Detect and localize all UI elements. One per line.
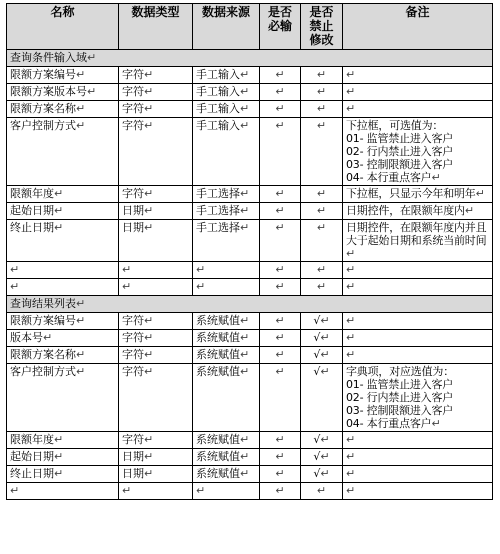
paragraph-mark-icon: ↵: [346, 331, 356, 344]
cell-readonly: [301, 84, 343, 101]
paragraph-mark-icon: ↵: [275, 314, 285, 327]
paragraph-mark-icon: ↵: [240, 85, 250, 98]
cell-required: [260, 101, 301, 118]
cell-type: 字符↵: [119, 330, 193, 347]
paragraph-mark-icon: ↵: [275, 221, 285, 234]
paragraph-mark-icon: ↵: [76, 348, 86, 361]
section-header-row: [7, 296, 493, 313]
paragraph-mark-icon: ↵: [54, 187, 64, 200]
paragraph-mark-icon: ↵: [144, 85, 154, 98]
header-type: 数据类型: [119, 4, 193, 50]
section-title: 查询结果列表↵: [7, 296, 493, 313]
paragraph-mark-icon: ↵: [320, 348, 330, 361]
paragraph-mark-icon: ↵: [346, 484, 356, 497]
paragraph-mark-icon: ↵: [54, 204, 64, 217]
cell-note: 字典项，对应选值为： 01- 监管禁止进入客户 02- 行内禁止进入客户 03- 控制限额进入客户 04- 本行重点客户↵: [343, 364, 493, 432]
paragraph-mark-icon: ↵: [144, 221, 154, 234]
table-row: [7, 67, 493, 84]
paragraph-mark-icon: ↵: [316, 102, 327, 115]
paragraph-mark-icon: ↵: [54, 467, 64, 480]
paragraph-mark-icon: ↵: [275, 467, 285, 480]
paragraph-mark-icon: ↵: [43, 331, 53, 344]
cell-note: [343, 466, 493, 483]
cell-readonly: [301, 279, 343, 296]
paragraph-mark-icon: ↵: [346, 433, 356, 446]
paragraph-mark-icon: ↵: [316, 484, 327, 497]
cell-source: [193, 262, 260, 279]
cell-readonly: [301, 220, 343, 262]
table-row: [7, 466, 493, 483]
cell-required: [260, 279, 301, 296]
section-title: 查询条件输入域↵: [7, 50, 493, 67]
cell-readonly: [301, 483, 343, 500]
paragraph-mark-icon: ↵: [346, 247, 356, 260]
cell-readonly: √↵: [301, 364, 343, 432]
paragraph-mark-icon: ↵: [144, 331, 154, 344]
cell-type: [119, 279, 193, 296]
cell-note: [343, 347, 493, 364]
cell-required: [260, 67, 301, 84]
paragraph-mark-icon: ↵: [275, 348, 285, 361]
cell-source: 系统赋值↵: [193, 364, 260, 432]
paragraph-mark-icon: ↵: [144, 348, 154, 361]
cell-note: [343, 330, 493, 347]
header-source: 数据来源: [193, 4, 260, 50]
paragraph-mark-icon: ↵: [316, 85, 327, 98]
paragraph-mark-icon: ↵: [10, 280, 20, 293]
paragraph-mark-icon: ↵: [144, 433, 154, 446]
cell-note: [343, 262, 493, 279]
cell-note: [343, 449, 493, 466]
paragraph-mark-icon: ↵: [346, 102, 356, 115]
table-row: [7, 220, 493, 262]
paragraph-mark-icon: ↵: [196, 263, 206, 276]
paragraph-mark-icon: ↵: [122, 484, 132, 497]
cell-name: 起始日期↵: [7, 203, 119, 220]
cell-name: 限额年度↵: [7, 432, 119, 449]
cell-note: 下拉框，可选值为： 01- 监管禁止进入客户 02- 行内禁止进入客户 03- 控制限额进入客户 04- 本行重点客户↵: [343, 118, 493, 186]
cell-name: 客户控制方式↵: [7, 364, 119, 432]
paragraph-mark-icon: ↵: [122, 280, 132, 293]
cell-name: 起始日期↵: [7, 449, 119, 466]
cell-name: 终止日期↵: [7, 220, 119, 262]
cell-readonly: [301, 203, 343, 220]
table-row: [7, 203, 493, 220]
table-row: [7, 483, 493, 500]
paragraph-mark-icon: ↵: [275, 450, 285, 463]
cell-note: 日期控件，在限额年度内↵: [343, 203, 493, 220]
paragraph-mark-icon: ↵: [240, 450, 250, 463]
table-row: [7, 432, 493, 449]
paragraph-mark-icon: ↵: [346, 467, 356, 480]
cell-required: [260, 313, 301, 330]
cell-name: 限额方案编号↵: [7, 67, 119, 84]
paragraph-mark-icon: ↵: [346, 314, 356, 327]
paragraph-mark-icon: ↵: [275, 85, 285, 98]
cell-readonly: [301, 118, 343, 186]
cell-readonly: [301, 101, 343, 118]
cell-source: 手工选择↵: [193, 186, 260, 203]
paragraph-mark-icon: ↵: [240, 187, 250, 200]
paragraph-mark-icon: ↵: [320, 365, 330, 378]
paragraph-mark-icon: ↵: [346, 68, 356, 81]
table-row: [7, 347, 493, 364]
cell-readonly: [301, 262, 343, 279]
cell-note: [343, 101, 493, 118]
cell-name: [7, 279, 119, 296]
paragraph-mark-icon: ↵: [316, 221, 327, 234]
paragraph-mark-icon: ↵: [316, 187, 327, 200]
table-row: [7, 118, 493, 186]
paragraph-mark-icon: ↵: [275, 263, 285, 276]
table-row: [7, 262, 493, 279]
cell-type: 字符↵: [119, 313, 193, 330]
paragraph-mark-icon: ↵: [320, 433, 330, 446]
cell-type: 字符↵: [119, 118, 193, 186]
paragraph-mark-icon: ↵: [144, 102, 154, 115]
paragraph-mark-icon: ↵: [316, 119, 327, 132]
cell-required: [260, 347, 301, 364]
paragraph-mark-icon: ↵: [240, 204, 250, 217]
paragraph-mark-icon: ↵: [54, 433, 64, 446]
paragraph-mark-icon: ↵: [346, 85, 356, 98]
cell-note: 日期控件，在限额年度内并且大于起始日期和系统当前时间↵: [343, 220, 493, 262]
field-spec-table: [6, 3, 493, 500]
paragraph-mark-icon: ↵: [240, 68, 250, 81]
cell-required: [260, 186, 301, 203]
paragraph-mark-icon: ↵: [76, 119, 86, 132]
cell-source: 系统赋值↵: [193, 449, 260, 466]
paragraph-mark-icon: ↵: [346, 348, 356, 361]
table-row: [7, 364, 493, 432]
cell-type: 字符↵: [119, 432, 193, 449]
paragraph-mark-icon: ↵: [144, 187, 154, 200]
paragraph-mark-icon: ↵: [275, 102, 285, 115]
cell-note: 下拉框，只显示今年和明年↵: [343, 186, 493, 203]
cell-type: [119, 262, 193, 279]
paragraph-mark-icon: ↵: [316, 204, 327, 217]
table-row: [7, 449, 493, 466]
paragraph-mark-icon: ↵: [144, 450, 154, 463]
paragraph-mark-icon: ↵: [54, 221, 64, 234]
paragraph-mark-icon: ↵: [346, 280, 356, 293]
cell-source: 手工选择↵: [193, 203, 260, 220]
cell-readonly: √↵: [301, 449, 343, 466]
paragraph-mark-icon: ↵: [10, 484, 20, 497]
paragraph-mark-icon: ↵: [275, 204, 285, 217]
cell-name: [7, 262, 119, 279]
cell-required: [260, 330, 301, 347]
paragraph-mark-icon: ↵: [475, 187, 485, 200]
paragraph-mark-icon: ↵: [275, 280, 285, 293]
cell-type: 字符↵: [119, 347, 193, 364]
cell-required: [260, 483, 301, 500]
cell-readonly: √↵: [301, 347, 343, 364]
paragraph-mark-icon: ↵: [240, 102, 250, 115]
cell-source: 系统赋值↵: [193, 466, 260, 483]
paragraph-mark-icon: ↵: [240, 467, 250, 480]
paragraph-mark-icon: ↵: [275, 119, 285, 132]
paragraph-mark-icon: ↵: [144, 314, 154, 327]
paragraph-mark-icon: ↵: [275, 331, 285, 344]
header-required: 是否 必输: [260, 4, 301, 50]
cell-note: [343, 432, 493, 449]
cell-note: [343, 483, 493, 500]
cell-required: [260, 220, 301, 262]
cell-required: [260, 432, 301, 449]
paragraph-mark-icon: ↵: [346, 450, 356, 463]
cell-type: [119, 483, 193, 500]
cell-readonly: [301, 67, 343, 84]
paragraph-mark-icon: ↵: [320, 450, 330, 463]
paragraph-mark-icon: ↵: [240, 331, 250, 344]
header-readonly: 是否 禁止 修改: [301, 4, 343, 50]
cell-type: 日期↵: [119, 449, 193, 466]
paragraph-mark-icon: ↵: [431, 417, 441, 430]
table-row: [7, 330, 493, 347]
cell-required: [260, 449, 301, 466]
paragraph-mark-icon: ↵: [316, 68, 327, 81]
paragraph-mark-icon: ↵: [76, 365, 86, 378]
paragraph-mark-icon: ↵: [316, 280, 327, 293]
paragraph-mark-icon: ↵: [346, 263, 356, 276]
cell-type: 日期↵: [119, 466, 193, 483]
paragraph-mark-icon: ↵: [316, 263, 327, 276]
cell-source: 手工输入↵: [193, 67, 260, 84]
paragraph-mark-icon: ↵: [196, 484, 206, 497]
cell-readonly: √↵: [301, 466, 343, 483]
paragraph-mark-icon: ↵: [144, 204, 154, 217]
paragraph-mark-icon: ↵: [196, 280, 206, 293]
paragraph-mark-icon: ↵: [87, 51, 97, 64]
paragraph-mark-icon: ↵: [320, 331, 330, 344]
cell-type: 日期↵: [119, 220, 193, 262]
paragraph-mark-icon: ↵: [144, 68, 154, 81]
cell-source: [193, 483, 260, 500]
cell-note: [343, 84, 493, 101]
cell-source: 系统赋值↵: [193, 330, 260, 347]
cell-name: 限额方案版本号↵: [7, 84, 119, 101]
paragraph-mark-icon: ↵: [76, 297, 86, 310]
cell-required: [260, 364, 301, 432]
header-row: [7, 4, 493, 50]
cell-name: 限额方案名称↵: [7, 101, 119, 118]
cell-note: [343, 67, 493, 84]
cell-name: 限额年度↵: [7, 186, 119, 203]
paragraph-mark-icon: ↵: [87, 85, 97, 98]
header-note: 备注: [343, 4, 493, 50]
paragraph-mark-icon: ↵: [275, 433, 285, 446]
cell-source: 手工输入↵: [193, 101, 260, 118]
cell-source: 系统赋值↵: [193, 313, 260, 330]
cell-type: 日期↵: [119, 203, 193, 220]
cell-name: [7, 483, 119, 500]
paragraph-mark-icon: ↵: [240, 221, 250, 234]
cell-type: 字符↵: [119, 364, 193, 432]
cell-readonly: √↵: [301, 313, 343, 330]
paragraph-mark-icon: ↵: [240, 433, 250, 446]
header-name: 名称: [7, 4, 119, 50]
table-row: [7, 186, 493, 203]
cell-source: [193, 279, 260, 296]
paragraph-mark-icon: ↵: [320, 467, 330, 480]
cell-required: [260, 466, 301, 483]
cell-type: 字符↵: [119, 186, 193, 203]
paragraph-mark-icon: ↵: [275, 484, 285, 497]
cell-name: 版本号↵: [7, 330, 119, 347]
paragraph-mark-icon: ↵: [144, 365, 154, 378]
paragraph-mark-icon: ↵: [144, 467, 154, 480]
paragraph-mark-icon: ↵: [320, 314, 330, 327]
section-header-row: [7, 50, 493, 67]
cell-source: 手工选择↵: [193, 220, 260, 262]
table-row: [7, 84, 493, 101]
cell-source: 系统赋值↵: [193, 432, 260, 449]
table-row: [7, 313, 493, 330]
paragraph-mark-icon: ↵: [275, 68, 285, 81]
cell-required: [260, 262, 301, 279]
cell-source: 系统赋值↵: [193, 347, 260, 364]
paragraph-mark-icon: ↵: [240, 365, 250, 378]
paragraph-mark-icon: ↵: [240, 314, 250, 327]
cell-type: 字符↵: [119, 101, 193, 118]
paragraph-mark-icon: ↵: [240, 119, 250, 132]
cell-name: 限额方案名称↵: [7, 347, 119, 364]
cell-readonly: √↵: [301, 432, 343, 449]
paragraph-mark-icon: ↵: [76, 68, 86, 81]
paragraph-mark-icon: ↵: [431, 171, 441, 184]
paragraph-mark-icon: ↵: [240, 348, 250, 361]
cell-required: [260, 118, 301, 186]
cell-type: 字符↵: [119, 67, 193, 84]
paragraph-mark-icon: ↵: [76, 314, 86, 327]
table-row: [7, 101, 493, 118]
cell-note: [343, 279, 493, 296]
cell-required: [260, 84, 301, 101]
cell-readonly: √↵: [301, 330, 343, 347]
paragraph-mark-icon: ↵: [54, 450, 64, 463]
cell-source: 手工输入↵: [193, 118, 260, 186]
cell-name: 客户控制方式↵: [7, 118, 119, 186]
paragraph-mark-icon: ↵: [144, 119, 154, 132]
paragraph-mark-icon: ↵: [122, 263, 132, 276]
table-row: [7, 279, 493, 296]
cell-required: [260, 203, 301, 220]
paragraph-mark-icon: ↵: [76, 102, 86, 115]
cell-type: 字符↵: [119, 84, 193, 101]
cell-note: [343, 313, 493, 330]
cell-name: 终止日期↵: [7, 466, 119, 483]
cell-name: 限额方案编号↵: [7, 313, 119, 330]
paragraph-mark-icon: ↵: [464, 204, 474, 217]
cell-source: 手工输入↵: [193, 84, 260, 101]
cell-readonly: [301, 186, 343, 203]
paragraph-mark-icon: ↵: [275, 187, 285, 200]
paragraph-mark-icon: ↵: [10, 263, 20, 276]
paragraph-mark-icon: ↵: [275, 365, 285, 378]
